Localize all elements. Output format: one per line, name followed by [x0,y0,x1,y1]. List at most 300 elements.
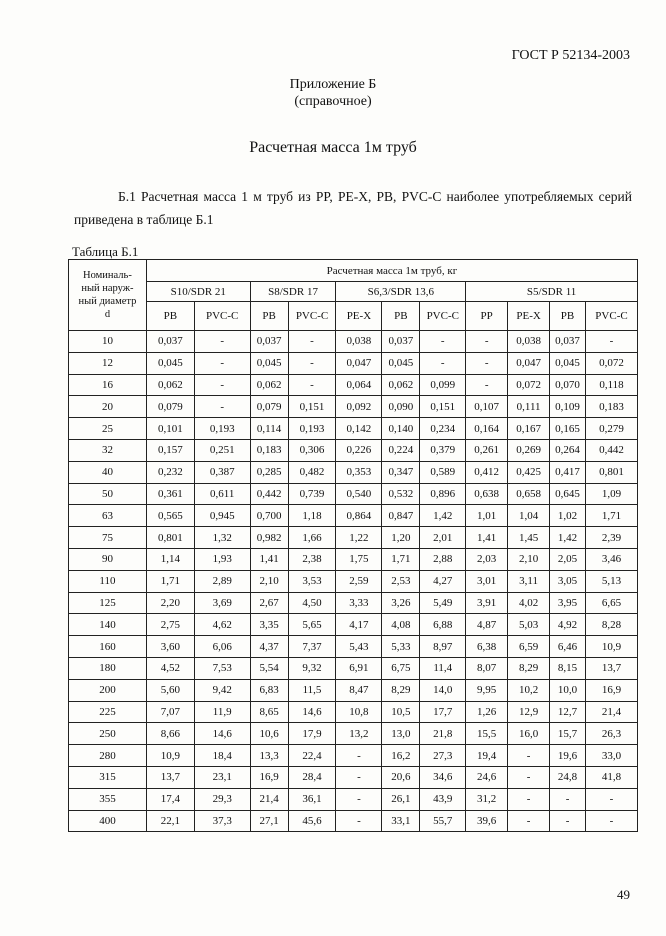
mass-cell: 5,54 [250,657,288,679]
series-header: S6,3/SDR 13,6 [336,282,466,302]
table-row [69,527,638,549]
pipe-mass-table [68,259,638,832]
mass-cell: 13,7 [586,657,638,679]
mass-cell: 2,88 [420,548,466,570]
diameter-cell: 90 [69,548,147,570]
mass-cell: 8,29 [508,657,550,679]
mass-cell: 0,847 [382,505,420,527]
mass-cell: 0,279 [586,418,638,440]
mass-cell: 18,4 [194,745,250,767]
mass-cell: 0,101 [146,418,194,440]
mass-cell: 3,05 [550,570,586,592]
table-row [69,352,638,374]
table-row [69,657,638,679]
mass-cell: 0,658 [508,483,550,505]
mass-cell: 0,896 [420,483,466,505]
mass-cell: 6,91 [336,657,382,679]
mass-cell: 0,251 [194,439,250,461]
mass-cell: 3,35 [250,614,288,636]
mass-cell: 33,1 [382,810,420,832]
mass-cell: 7,37 [288,636,336,658]
table-row [69,396,638,418]
table-row [69,636,638,658]
mass-cell: 3,11 [508,570,550,592]
material-header: PP [466,302,508,331]
diameter-cell: 180 [69,657,147,679]
table-row [69,592,638,614]
mass-cell: 5,43 [336,636,382,658]
mass-cell: 6,83 [250,679,288,701]
mass-cell: 0,072 [586,352,638,374]
diameter-cell: 10 [69,331,147,353]
mass-cell: 0,801 [146,527,194,549]
mass-cell: 0,611 [194,483,250,505]
mass-cell: 0,864 [336,505,382,527]
mass-cell: 10,6 [250,723,288,745]
mass-cell: 4,08 [382,614,420,636]
table-row [69,614,638,636]
mass-cell: 0,045 [382,352,420,374]
mass-cell: 2,05 [550,548,586,570]
mass-cell: 0,142 [336,418,382,440]
mass-cell: - [586,810,638,832]
mass-cell: 0,353 [336,461,382,483]
mass-cell: 0,193 [194,418,250,440]
material-header: PVC-C [420,302,466,331]
section-title: Расчетная масса 1м труб [249,139,417,156]
material-header: PVC-C [288,302,336,331]
mass-cell: - [466,331,508,353]
mass-cell: 1,71 [382,548,420,570]
mass-cell: 6,75 [382,657,420,679]
mass-cell: 1,26 [466,701,508,723]
mass-cell: - [420,352,466,374]
mass-cell: 0,442 [586,439,638,461]
mass-cell: 4,27 [420,570,466,592]
mass-cell: - [194,374,250,396]
mass-cell: 5,33 [382,636,420,658]
mass-cell: 5,03 [508,614,550,636]
mass-cell: 1,20 [382,527,420,549]
diameter-cell: 160 [69,636,147,658]
appendix-title: Приложение Б [289,77,377,92]
mass-cell: 0,361 [146,483,194,505]
mass-cell: 0,482 [288,461,336,483]
mass-cell: 2,59 [336,570,382,592]
mass-cell: 0,037 [250,331,288,353]
table-row [69,505,638,527]
mass-cell: 4,50 [288,592,336,614]
mass-cell: 0,306 [288,439,336,461]
mass-cell: 7,07 [146,701,194,723]
mass-cell: 2,53 [382,570,420,592]
mass-cell: 26,3 [586,723,638,745]
mass-cell: - [550,788,586,810]
mass-cell: 24,6 [466,766,508,788]
mass-cell: 2,39 [586,527,638,549]
mass-cell: 10,2 [508,679,550,701]
mass-cell: 1,66 [288,527,336,549]
diameter-cell: 250 [69,723,147,745]
mass-cell: 3,95 [550,592,586,614]
mass-cell: - [194,352,250,374]
page-number: 49 [617,887,630,902]
mass-cell: 17,9 [288,723,336,745]
mass-cell: 0,232 [146,461,194,483]
table-row [69,461,638,483]
mass-cell: 1,09 [586,483,638,505]
mass-cell: 0,442 [250,483,288,505]
diameter-cell: 355 [69,788,147,810]
mass-cell: - [586,331,638,353]
table-row [69,439,638,461]
mass-cell: 39,6 [466,810,508,832]
diameter-cell: 20 [69,396,147,418]
mass-cell: 0,047 [508,352,550,374]
mass-cell: 2,67 [250,592,288,614]
mass-cell: 2,89 [194,570,250,592]
diameter-cell: 40 [69,461,147,483]
diameter-cell: 125 [69,592,147,614]
material-header: PB [382,302,420,331]
diameter-cell: 75 [69,527,147,549]
diameter-cell: 280 [69,745,147,767]
mass-cell: 9,42 [194,679,250,701]
mass-cell: - [508,810,550,832]
mass-cell: 0,045 [250,352,288,374]
mass-cell: 1,93 [194,548,250,570]
mass-cell: - [550,810,586,832]
mass-cell: 23,1 [194,766,250,788]
mass-cell: 41,8 [586,766,638,788]
mass-cell: 12,7 [550,701,586,723]
mass-cell: 8,07 [466,657,508,679]
mass-cell: 7,53 [194,657,250,679]
diameter-cell: 32 [69,439,147,461]
material-header: PE-X [508,302,550,331]
mass-cell: 0,118 [586,374,638,396]
diameter-header-line: Номиналь- [83,270,132,281]
mass-cell: - [508,766,550,788]
table-row [69,723,638,745]
mass-cell: 0,165 [550,418,586,440]
mass-cell: 0,047 [336,352,382,374]
mass-cell: 0,079 [146,396,194,418]
mass-cell: - [508,788,550,810]
mass-cell: 6,46 [550,636,586,658]
mass-cell: 0,982 [250,527,288,549]
mass-cell: 2,75 [146,614,194,636]
mass-cell: - [336,810,382,832]
diameter-cell: 63 [69,505,147,527]
mass-cell: 11,4 [420,657,466,679]
mass-cell: 17,7 [420,701,466,723]
mass-cell: 16,9 [250,766,288,788]
diameter-cell: 12 [69,352,147,374]
mass-cell: - [288,331,336,353]
table-row [69,331,638,353]
mass-cell: 10,0 [550,679,586,701]
mass-cell: 0,111 [508,396,550,418]
diameter-cell: 225 [69,701,147,723]
mass-cell: 19,4 [466,745,508,767]
mass-cell: 0,285 [250,461,288,483]
mass-cell: 0,264 [550,439,586,461]
series-header: S5/SDR 11 [466,282,638,302]
mass-cell: 55,7 [420,810,466,832]
mass-cell: 3,01 [466,570,508,592]
diameter-header-line: ный наруж- [81,283,134,294]
mass-cell: 3,69 [194,592,250,614]
mass-cell: 0,347 [382,461,420,483]
mass-cell: - [336,766,382,788]
intro-paragraph: Б.1 Расчетная масса 1 м труб из PP, PE-X, PB, PVC-C наиболее употребляемых серий приведена в таблице Б.1 [74,189,632,227]
mass-cell: 1,22 [336,527,382,549]
mass-cell: 0,167 [508,418,550,440]
series-header: S8/SDR 17 [250,282,336,302]
mass-cell: 1,32 [194,527,250,549]
mass-cell: 6,65 [586,592,638,614]
mass-cell: 1,42 [550,527,586,549]
mass-cell: 26,1 [382,788,420,810]
standard-code: ГОСТ Р 52134-2003 [511,48,630,63]
mass-cell: 0,062 [146,374,194,396]
mass-cell: 9,95 [466,679,508,701]
mass-cell: 5,49 [420,592,466,614]
mass-cell: 3,53 [288,570,336,592]
mass-cell: - [288,374,336,396]
appendix-subtitle: (справочное) [294,94,372,109]
mass-cell: 0,109 [550,396,586,418]
mass-cell: 43,9 [420,788,466,810]
mass-cell: 0,157 [146,439,194,461]
mass-cell: 27,3 [420,745,466,767]
mass-cell: 29,3 [194,788,250,810]
mass-cell: 3,60 [146,636,194,658]
mass-cell: 28,4 [288,766,336,788]
mass-cell: 4,52 [146,657,194,679]
mass-cell: 0,532 [382,483,420,505]
mass-cell: 0,387 [194,461,250,483]
table-row [69,810,638,832]
mass-cell: 0,417 [550,461,586,483]
mass-cell: 16,0 [508,723,550,745]
mass-cell: 16,2 [382,745,420,767]
mass-cell: 8,97 [420,636,466,658]
mass-cell: 16,9 [586,679,638,701]
mass-cell: 14,6 [288,701,336,723]
material-header: PB [550,302,586,331]
mass-cell: 4,62 [194,614,250,636]
mass-cell: 45,6 [288,810,336,832]
mass-cell: 1,18 [288,505,336,527]
mass-cell: 0,090 [382,396,420,418]
mass-cell: 1,42 [420,505,466,527]
mass-cell: 36,1 [288,788,336,810]
mass-cell: 6,38 [466,636,508,658]
mass-cell: 10,8 [336,701,382,723]
mass-cell: 2,38 [288,548,336,570]
diameter-header-line: ный диаметр [78,296,137,307]
mass-cell: 0,114 [250,418,288,440]
mass-cell: 6,06 [194,636,250,658]
mass-cell: 11,9 [194,701,250,723]
table-row [69,701,638,723]
mass-cell: 0,037 [382,331,420,353]
mass-cell: 2,03 [466,548,508,570]
mass-cell: 13,7 [146,766,194,788]
mass-cell: 0,092 [336,396,382,418]
mass-cell: - [288,352,336,374]
mass-cell: 0,226 [336,439,382,461]
mass-cell: 31,2 [466,788,508,810]
mass-cell: 17,4 [146,788,194,810]
mass-cell: 11,5 [288,679,336,701]
mass-cell: 8,66 [146,723,194,745]
mass-cell: 0,739 [288,483,336,505]
mass-cell: 19,6 [550,745,586,767]
mass-cell: 0,234 [420,418,466,440]
diameter-cell: 400 [69,810,147,832]
table-row [69,788,638,810]
mass-cell: 0,164 [466,418,508,440]
table-row [69,374,638,396]
mass-cell: 10,5 [382,701,420,723]
mass-cell: 2,20 [146,592,194,614]
mass-cell: 0,412 [466,461,508,483]
mass-cell: 27,1 [250,810,288,832]
table-row [69,483,638,505]
material-header: PB [146,302,194,331]
material-header: PVC-C [586,302,638,331]
mass-cell: 10,9 [586,636,638,658]
mass-cell: 0,070 [550,374,586,396]
mass-cell: 0,183 [250,439,288,461]
mass-cell: - [466,352,508,374]
mass-cell: 1,75 [336,548,382,570]
mass-cell: 22,1 [146,810,194,832]
mass-cell: 0,072 [508,374,550,396]
mass-cell: 1,45 [508,527,550,549]
mass-cell: 0,801 [586,461,638,483]
mass-cell: 0,107 [466,396,508,418]
mass-cell: 5,65 [288,614,336,636]
mass-cell: 15,7 [550,723,586,745]
material-header: PB [250,302,288,331]
diameter-column-header [69,260,147,331]
mass-cell: 1,41 [250,548,288,570]
mass-cell: - [336,745,382,767]
mass-cell: 0,183 [586,396,638,418]
mass-cell: 21,4 [586,701,638,723]
mass-cell: 3,46 [586,548,638,570]
mass-cell: 0,038 [508,331,550,353]
mass-cell: 4,37 [250,636,288,658]
mass-cell: 12,9 [508,701,550,723]
mass-cell: 8,28 [586,614,638,636]
mass-cell: - [194,331,250,353]
mass-cell: 13,0 [382,723,420,745]
diameter-cell: 16 [69,374,147,396]
diameter-cell: 140 [69,614,147,636]
table-row [69,745,638,767]
mass-cell: 1,14 [146,548,194,570]
mass-cell: 5,60 [146,679,194,701]
mass-cell: 0,045 [550,352,586,374]
mass-cell: 0,700 [250,505,288,527]
mass-cell: 0,379 [420,439,466,461]
mass-cell: 8,65 [250,701,288,723]
diameter-cell: 110 [69,570,147,592]
mass-cell: 4,17 [336,614,382,636]
mass-cell: 0,037 [146,331,194,353]
table-row [69,679,638,701]
mass-cell: - [508,745,550,767]
series-header: S10/SDR 21 [146,282,250,302]
mass-cell: 24,8 [550,766,586,788]
diameter-cell: 200 [69,679,147,701]
mass-cell: 10,9 [146,745,194,767]
mass-header: Расчетная масса 1м труб, кг [146,260,637,282]
table-row [69,418,638,440]
mass-cell: 0,062 [382,374,420,396]
mass-cell: 2,01 [420,527,466,549]
mass-cell: 0,261 [466,439,508,461]
mass-cell: 33,0 [586,745,638,767]
mass-cell: - [466,374,508,396]
mass-cell: 8,47 [336,679,382,701]
mass-cell: 0,638 [466,483,508,505]
mass-cell: 37,3 [194,810,250,832]
diameter-cell: 25 [69,418,147,440]
mass-cell: - [194,396,250,418]
table-row [69,766,638,788]
mass-cell: 0,151 [288,396,336,418]
mass-cell: 0,224 [382,439,420,461]
mass-cell: 4,02 [508,592,550,614]
mass-cell: 6,59 [508,636,550,658]
diameter-cell: 50 [69,483,147,505]
mass-cell: 1,04 [508,505,550,527]
mass-cell: 8,15 [550,657,586,679]
mass-cell: 1,71 [146,570,194,592]
mass-cell: 0,140 [382,418,420,440]
mass-cell: 0,064 [336,374,382,396]
mass-cell: 0,193 [288,418,336,440]
mass-cell: - [336,788,382,810]
mass-cell: 0,079 [250,396,288,418]
mass-cell: 14,0 [420,679,466,701]
mass-cell: 0,037 [550,331,586,353]
mass-cell: 4,92 [550,614,586,636]
mass-cell: 5,13 [586,570,638,592]
mass-cell: 0,269 [508,439,550,461]
material-header: PVC-C [194,302,250,331]
mass-cell: 21,8 [420,723,466,745]
mass-cell: 0,062 [250,374,288,396]
table-row [69,570,638,592]
mass-cell: 21,4 [250,788,288,810]
mass-cell: 22,4 [288,745,336,767]
diameter-cell: 315 [69,766,147,788]
mass-cell: 0,038 [336,331,382,353]
mass-cell: 2,10 [508,548,550,570]
mass-cell: 0,099 [420,374,466,396]
mass-cell: 6,88 [420,614,466,636]
mass-cell: 1,01 [466,505,508,527]
mass-cell: - [586,788,638,810]
mass-cell: 0,151 [420,396,466,418]
